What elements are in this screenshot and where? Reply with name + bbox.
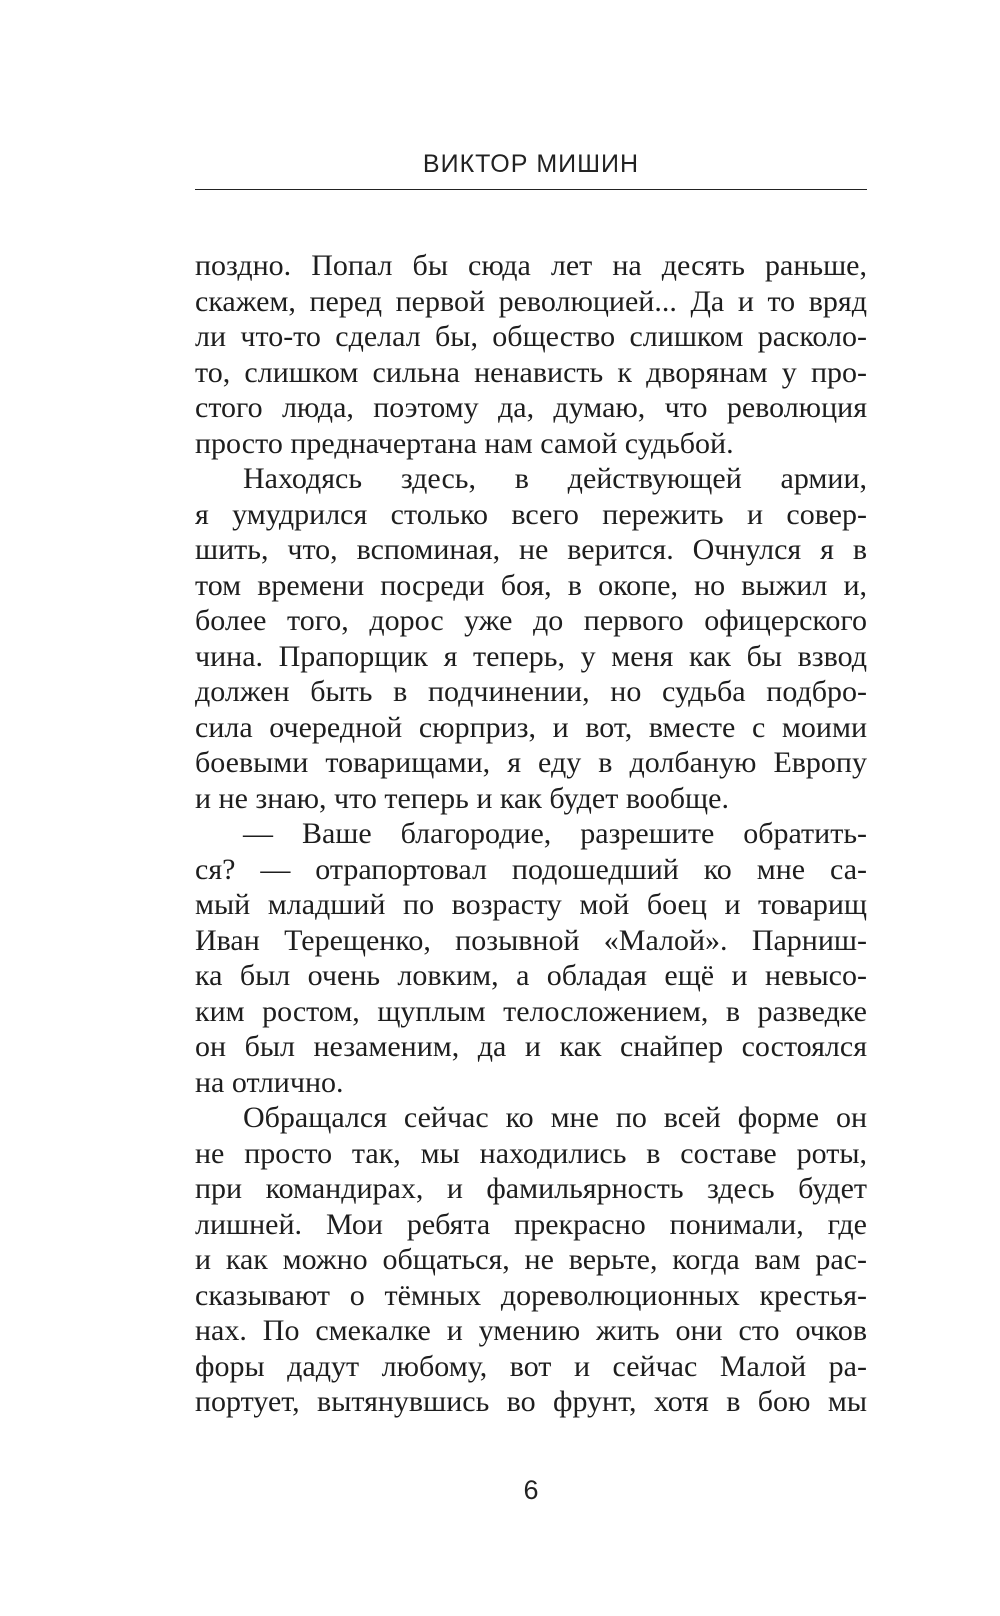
text-line: стого люда, поэтому да, думаю, что революция xyxy=(195,391,867,424)
text-line: и как можно общаться, не верьте, когда вам рас- xyxy=(195,1243,867,1276)
text-line: лишней. Мои ребята прекрасно понимали, где xyxy=(195,1207,867,1241)
text-line: ка был очень ловким, а обладая ещё и невысо- xyxy=(195,959,867,992)
text-line: Обращался сейчас ко мне по всей форме он xyxy=(243,1101,867,1134)
text-line: мый младший по возрасту мой боец и товарищ xyxy=(195,888,867,921)
header-rule xyxy=(195,189,867,190)
text-line: боевыми товарищами, я еду в долбаную Европу xyxy=(195,746,867,779)
text-line: просто предначертана нам самой судьбой. xyxy=(195,426,734,460)
paragraph xyxy=(195,248,867,461)
text-line: — Ваше благородие, разрешите обратить- xyxy=(243,817,867,850)
text-line: Иван Терещенко, позывной «Малой». Парниш- xyxy=(195,923,867,957)
text-line: я умудрился столько всего пережить и совер- xyxy=(195,497,867,531)
text-line: не просто так, мы находились в составе роты, xyxy=(195,1136,867,1170)
paragraph xyxy=(195,816,867,1100)
paragraph xyxy=(195,1100,867,1420)
text-line: портует, вытянувшись во фрунт, хотя в бою мы xyxy=(195,1385,867,1418)
text-line: должен быть в подчинении, но судьба подбро- xyxy=(195,675,867,708)
text-line: на отлично. xyxy=(195,1065,344,1099)
text-line: скажем, перед первой революцией... Да и то вряд xyxy=(195,284,867,318)
text-line: том времени посреди боя, в окопе, но выжил и, xyxy=(195,568,867,602)
text-line: шить, что, вспоминая, не верится. Очнулся я в xyxy=(195,533,867,566)
text-line: более того, дорос уже до первого офицерского xyxy=(195,604,867,637)
text-line: он был незаменим, да и как снайпер состоялся xyxy=(195,1030,867,1063)
text-line: сказывают о тёмных дореволюционных крестья- xyxy=(195,1278,867,1312)
text-line: при командирах, и фамильярность здесь будет xyxy=(195,1172,867,1205)
text-line: сила очередной сюрприз, и вот, вместе с моими xyxy=(195,710,867,744)
text-line: ким ростом, щуплым телосложением, в разведке xyxy=(195,994,867,1028)
text-line: форы дадут любому, вот и сейчас Малой ра- xyxy=(195,1349,867,1383)
text-line: и не знаю, что теперь и как будет вообще. xyxy=(195,781,729,815)
paragraph xyxy=(195,461,867,816)
running-header: ВИКТОР МИШИН xyxy=(422,150,640,178)
text-line: ли что-то сделал бы, общество слишком расколо- xyxy=(195,320,867,353)
text-line: чина. Прапорщик я теперь, у меня как бы взвод xyxy=(195,639,867,673)
text-line: поздно. Попал бы сюда лет на десять раньше, xyxy=(195,249,867,282)
text-line: ся? — отрапортовал подошедший ко мне са- xyxy=(195,852,867,886)
text-line: нах. По смекалке и умению жить они сто очков xyxy=(195,1314,867,1347)
text-line: Находясь здесь, в действующей армии, xyxy=(243,462,867,495)
page-number: 6 xyxy=(523,1475,539,1505)
text-line: то, слишком сильна ненависть к дворянам у про- xyxy=(195,355,867,389)
body-text xyxy=(195,248,867,1420)
